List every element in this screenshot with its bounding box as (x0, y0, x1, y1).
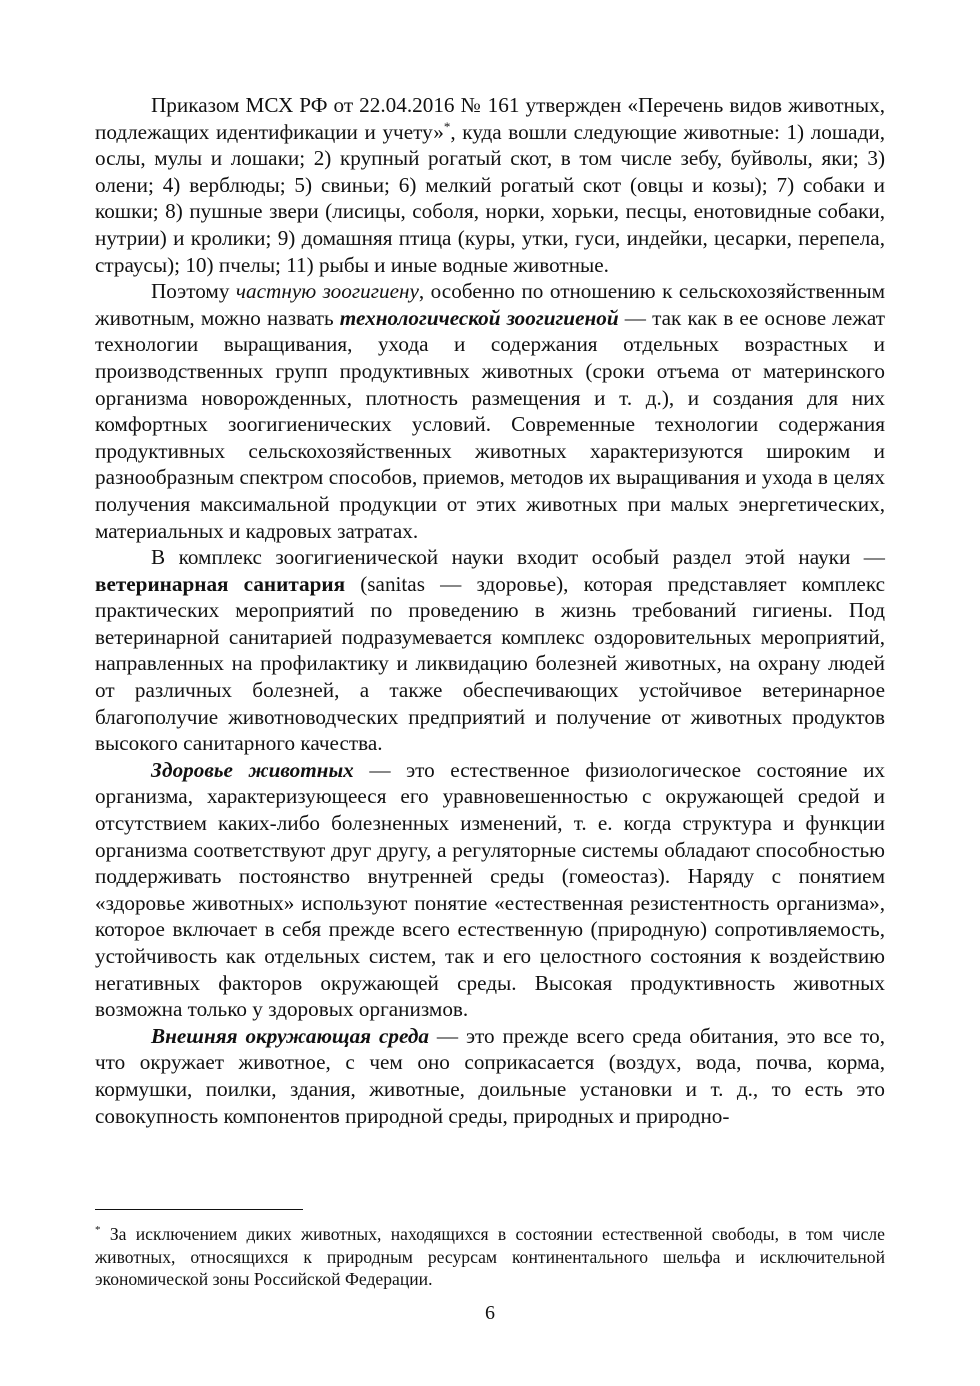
paragraph-text: , особенно по отношению к сельскохозяйственным животным, можно назвать (95, 279, 885, 330)
paragraph-external-environment (95, 1023, 885, 1129)
paragraph-technological-zoohygiene (95, 278, 885, 544)
paragraph-veterinary-sanitation (95, 544, 885, 757)
paragraph-text: — так как в ее основе лежат технологии выращивания, ухода и содержания отдельных возрастных и производственных групп продуктивных животных (сроки отъема от материнского организма новорожденных, плотность размещения и т. д.), и создания для них комфортных зоогигиенических условий. Современные технологии содержания продуктивных сельскохозяйственных животных характеризуются широким и разнообразным спектром способов, приемов, методов их выращивания и ухода в целях получения максимальной продукции от этих животных при малых энергетических, материальных и кадровых затратах. (95, 305, 885, 543)
paragraph-animal-health (95, 757, 885, 1023)
paragraph-text: Приказом МСХ РФ от 22.04.2016 № 161 утвержден «Перечень видов животных, подлежащих идентификации и учету» (95, 93, 885, 144)
paragraph-text: , куда вошли следующие животные: 1) лошади, ослы, мулы и лошаки; 2) крупный рогатый скот, в том числе зебу, буйволы, яки; 3) олени; 4) верблюды; 5) свиньи; 6) мелкий рогатый скот (овцы и козы); 7) собаки и кошки; 8) пушные звери (лисицы, соболя, норки, хорьки, песцы, енотовидные собаки, нутрии) и кролики; 9) домашняя птица (куры, утки, гуси, индейки, цесарки, перепела, страусы); 10) пчелы; 11) рыбы и иные водные животные. (95, 119, 886, 277)
term-private-zoohygiene: частную зоогигиену (235, 279, 419, 304)
paragraph-text: В комплекс зоогигиенической науки входит особый раздел этой науки — (151, 545, 885, 570)
page-number: 6 (485, 1302, 495, 1324)
main-text (95, 92, 885, 1129)
footnote-text: За исключением диких животных, находящихся в состоянии естественной свободы, в том числе животных, относящихся к природным ресурсам континентального шельфа и исключительной экономической зоны Российской Федерации. (95, 1224, 885, 1289)
term-technological-zoohygiene: технологической зоогигиеной (339, 305, 619, 330)
footnote-reference[interactable]: * (443, 118, 451, 134)
paragraph-text: Поэтому (151, 279, 236, 304)
paragraph-text: — это естественное физиологическое состояние их организма, характеризующееся его уравновешенностью с окружающей средой и отсутствием каких-либо болезненных изменений, т. е. когда структура и функции организма соответствуют друг другу, а регуляторные системы обладают способностью поддерживать постоянство внутренней среды (гомеостаз). Наряду с понятием «здоровье животных» используют понятие «естественная резистентность организма», которое включает в себя прежде всего естественную (природную) сопротивляемость, устойчивость как отдельных систем, так и его целостного состояния к воздействию негативных факторов окружающей среды. Высокая продуктивность животных возможна только у здоровых организмов. (95, 757, 885, 1022)
term-animal-health: Здоровье животных (151, 757, 354, 782)
paragraph-identification-list (95, 92, 885, 278)
footnote-divider (95, 1209, 303, 1210)
term-external-environment: Внешняя окружающая среда (151, 1023, 429, 1048)
footnote-marker: * (95, 1224, 101, 1237)
footnote (95, 1223, 885, 1291)
paragraph-text: — это прежде всего среда обитания, это все то, что окружает животное, с чем оно соприкасается (воздух, вода, почва, корма, кормушки, поилки, здания, животные, доильные установки и т. д., то есть это совокупность компонентов природной среды, природных и природно- (95, 1023, 885, 1128)
term-veterinary-sanitation: ветеринарная санитария (95, 571, 346, 596)
footnote-text-block (95, 1223, 885, 1291)
paragraph-text: (sanitas — здоровье), которая представляет комплекс практических мероприятий по проведению в жизнь требований гигиены. Под ветеринарной санитарией подразумевается комплекс оздоровительных мероприятий, направленных на профилактику и ликвидацию болезней животных, на охрану людей от различных болезней, а также обеспечивающих устойчивое ветеринарное благополучие животноводческих предприятий и получение от животных продуктов высокого санитарного качества. (95, 571, 885, 756)
